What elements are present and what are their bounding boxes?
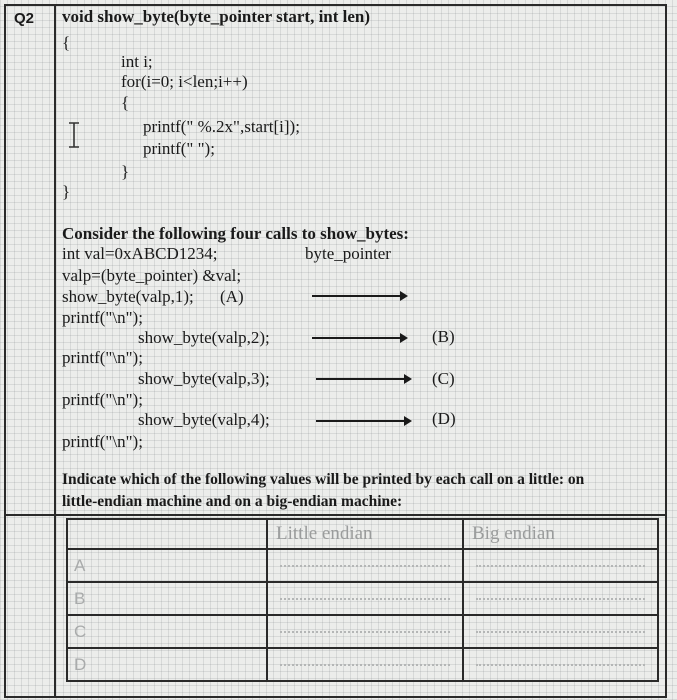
open-brace: { <box>62 33 71 52</box>
instruction-line-2: little-endian machine and on a big-endian machine: <box>62 493 403 510</box>
little-endian-a-field[interactable] <box>267 549 463 582</box>
code-decl: int i; <box>121 52 153 71</box>
printf-newline-1: printf("\n"); <box>62 308 143 327</box>
little-endian-c-field[interactable] <box>267 615 463 648</box>
row-label-d: D <box>67 648 267 681</box>
code-printf-1: printf(" %.2x",start[i]); <box>143 117 300 136</box>
code-printf-2: printf(" "); <box>143 139 215 158</box>
column-divider <box>54 4 56 698</box>
calls-heading: Consider the following four calls to show_bytes: <box>62 224 409 243</box>
call-a: show_byte(valp,1); <box>62 287 194 306</box>
row-label-b: B <box>67 582 267 615</box>
inner-close-brace: } <box>121 162 130 181</box>
label-b: (B) <box>432 327 455 346</box>
text-cursor-icon <box>67 122 81 148</box>
call-d: show_byte(valp,4); <box>138 410 270 429</box>
label-c: (C) <box>432 369 455 388</box>
inner-open-brace: { <box>121 93 130 112</box>
row-divider <box>4 514 667 516</box>
printf-newline-4: printf("\n"); <box>62 432 143 451</box>
big-endian-d-field[interactable] <box>463 648 658 681</box>
close-brace: } <box>62 182 71 201</box>
table-row <box>67 549 658 582</box>
big-endian-a-field[interactable] <box>463 549 658 582</box>
table-row <box>67 648 658 681</box>
instruction-line-1: Indicate which of the following values will be printed by each call on a little: on <box>62 471 585 488</box>
row-label-a: A <box>67 549 267 582</box>
header-blank <box>67 519 267 549</box>
big-endian-c-field[interactable] <box>463 615 658 648</box>
arrow-c <box>316 378 410 380</box>
header-big-endian: Big endian <box>463 519 658 549</box>
table-row <box>67 615 658 648</box>
byte-pointer-label: byte_pointer <box>305 244 391 263</box>
call-b: show_byte(valp,2); <box>138 328 270 347</box>
little-endian-d-field[interactable] <box>267 648 463 681</box>
table-header-row <box>67 519 658 549</box>
function-signature: void show_byte(byte_pointer start, int len) <box>62 7 371 26</box>
code-for-loop: for(i=0; i<len;i++) <box>121 72 248 91</box>
little-endian-b-field[interactable] <box>267 582 463 615</box>
label-a: (A) <box>220 287 244 306</box>
big-endian-b-field[interactable] <box>463 582 658 615</box>
call-c: show_byte(valp,3); <box>138 369 270 388</box>
table-row <box>67 582 658 615</box>
arrow-b <box>312 337 406 339</box>
arrow-a <box>312 295 406 297</box>
question-label: Q2 <box>14 10 35 27</box>
printf-newline-3: printf("\n"); <box>62 390 143 409</box>
printf-newline-2: printf("\n"); <box>62 348 143 367</box>
label-d: (D) <box>432 409 456 428</box>
arrow-d <box>316 420 410 422</box>
val-declaration: int val=0xABCD1234; <box>62 244 218 263</box>
row-label-c: C <box>67 615 267 648</box>
header-little-endian: Little endian <box>267 519 463 549</box>
valp-assignment: valp=(byte_pointer) &val; <box>62 266 242 285</box>
answer-table <box>66 518 659 682</box>
